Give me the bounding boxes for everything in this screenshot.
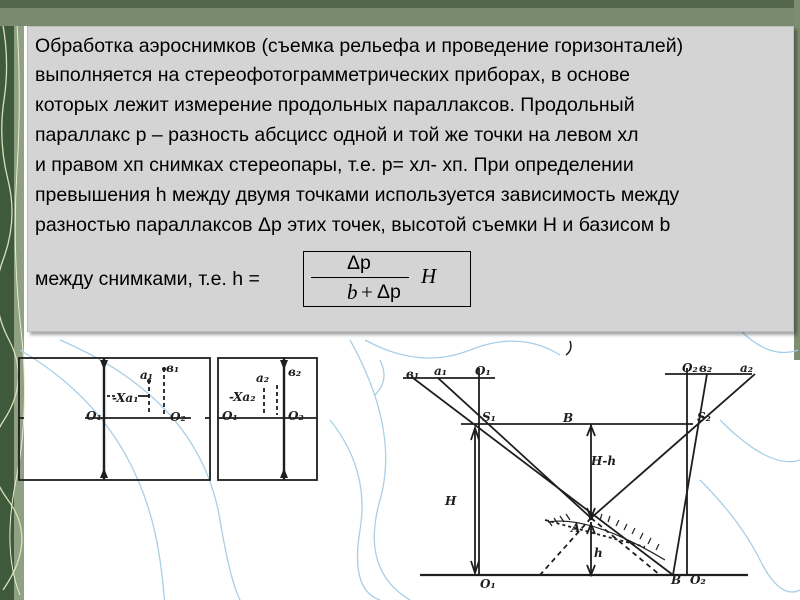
- label-big-h: H: [445, 494, 457, 508]
- text-line-7: разностью параллаксов Δр этих точек, высотой съемки Н и базисом b: [35, 214, 671, 236]
- label-o2-right: O₂: [288, 409, 304, 423]
- label-b-top: B: [563, 411, 574, 425]
- label-o1-left: O₁: [86, 409, 102, 423]
- label-stereo-b1: в₁: [406, 367, 420, 381]
- label-stereo-o1-top: O₁: [475, 364, 491, 378]
- stereo-geometry-lines: [403, 341, 755, 575]
- formula-numerator: Δр: [347, 252, 371, 274]
- text-line-2: выполняется на стереофотограмметрических приборах, в основе: [35, 64, 630, 86]
- label-o1-right: O₁: [222, 409, 238, 423]
- label-a2: a₂: [256, 371, 270, 385]
- label-xa2: -Xa₂: [229, 390, 256, 404]
- text-line-1: Обработка аэроснимков (съемка рельефа и проведение горизонталей): [35, 35, 684, 57]
- formula-denominator-dp: Δр: [377, 281, 401, 303]
- terrain-hatching: [548, 514, 665, 560]
- text-line-4: параллакс р – разность абсцисс одной и той же точки на левом хл: [35, 124, 639, 146]
- text-line-3: которых лежит измерение продольных параллаксов. Продольный: [35, 94, 635, 116]
- label-h-minus-h: H-h: [591, 454, 617, 468]
- formula-lead-text: между снимками, т.е. h =: [35, 268, 260, 290]
- label-o1-bottom: O₁: [480, 577, 496, 591]
- label-o2-bottom: O₂: [690, 573, 706, 587]
- text-line-6: превышения h между двумя точками используется зависимость между: [35, 184, 680, 206]
- label-o2-left: O₂: [170, 410, 186, 424]
- label-b1: в₁: [166, 361, 180, 375]
- label-stereo-b2: в₂: [699, 361, 713, 375]
- label-a1: a₁: [140, 368, 154, 382]
- label-s2: S₂: [697, 410, 711, 424]
- formula-plus-sign: +: [361, 280, 373, 304]
- point-a: [589, 516, 593, 520]
- label-xa1: -Xa₁: [112, 391, 139, 405]
- label-b-bottom: B: [671, 573, 682, 587]
- label-stereo-a1: a₁: [434, 364, 448, 378]
- label-point-a: A: [571, 521, 581, 535]
- label-s1: S₁: [482, 410, 496, 424]
- formula-multiplier-h: H: [421, 264, 437, 288]
- text-line-5: и правом хп снимках стереопары, т.е. р= хл- хп. При определении: [35, 154, 634, 176]
- formula-denominator-b: b: [347, 280, 358, 304]
- label-small-h: h: [594, 546, 603, 560]
- label-stereo-o2-top: O₂: [682, 361, 698, 375]
- label-b2: в₂: [288, 365, 302, 379]
- label-stereo-a2: a₂: [740, 361, 754, 375]
